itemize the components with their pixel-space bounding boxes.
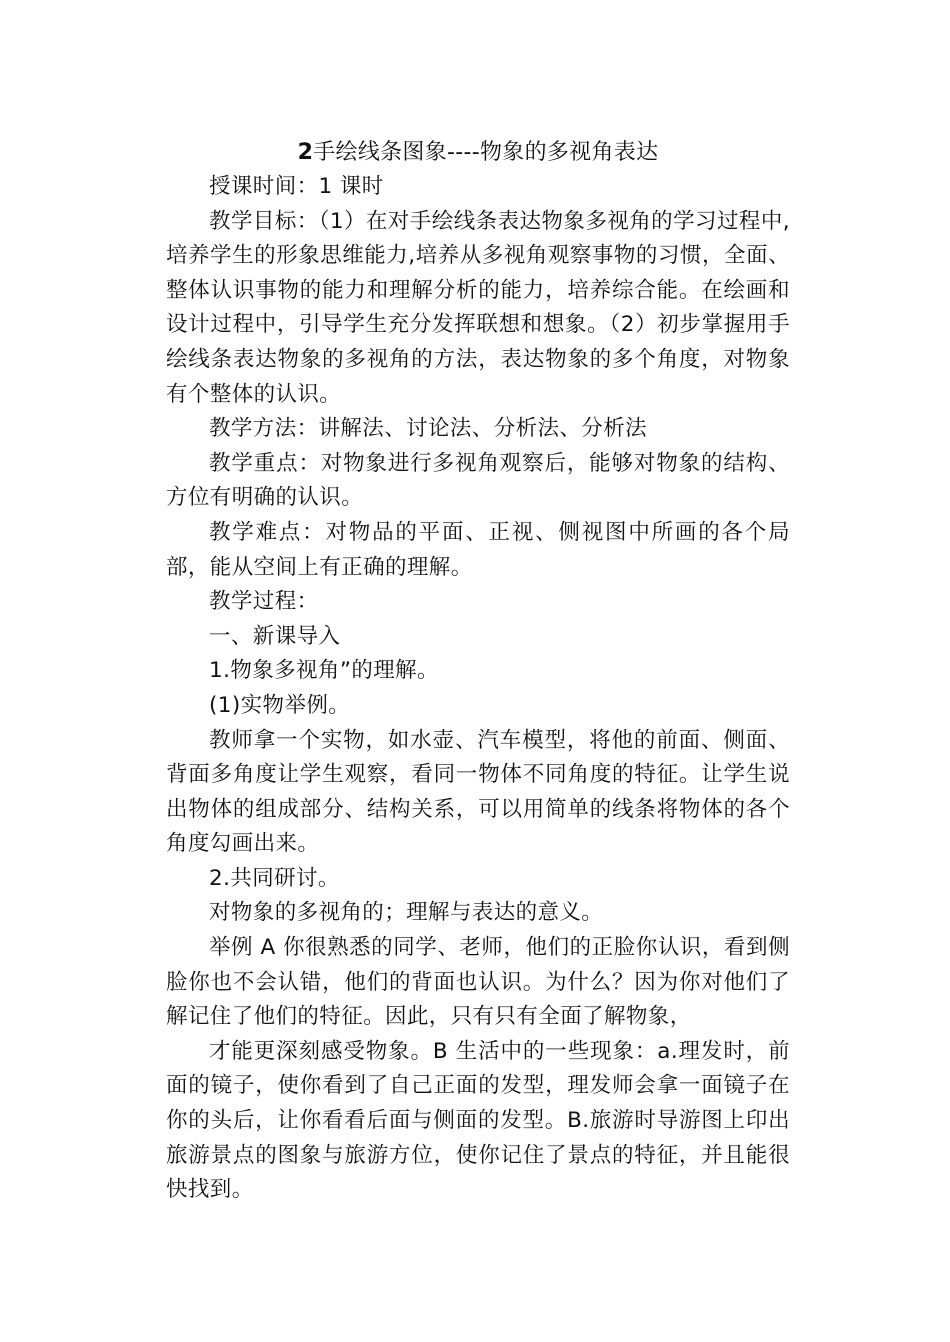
lesson-time: 授课时间：1 课时: [209, 174, 384, 199]
title-text: 手绘线条图象----物象的多视角表达: [313, 140, 659, 165]
teaching-objectives: 教学目标：（1）在对手绘线条表达物象多视角的学习过程中,培养学生的形象思维能力,培养从多视角观察事物的习惯，全面、整体认识事物的能力和理解分析的能力，培养综合能。在绘画和设计过程中，引导学生充分发挥联想和想象。（2）初步掌握用手绘线条表达物象的多视角的方法，表达物象的多个角度，对物象有个整体的认识。: [166, 208, 790, 407]
document-title: [166, 136, 790, 170]
teaching-process-heading: 教学过程：: [209, 589, 319, 615]
document-body: [166, 136, 790, 1208]
subheading-multiview: 1.物象多视角”的理解。: [209, 658, 439, 684]
teaching-methods: 教学方法：讲解法、讨论法、分析法、分析法: [209, 416, 648, 442]
section-heading-intro: 一、新课导入: [209, 623, 341, 649]
paragraph-teacher-demo: 教师拿一个实物，如水壶、汽车模型，将他的前面、侧面、背面多角度让学生观察，看同一物体不同角度的特征。让学生说出物体的组成部分、结构关系，可以用简单的线条将物体的各个角度勾画出来。: [166, 727, 790, 857]
teaching-key-points: 教学重点：对物象进行多视角观察后，能够对物象的结构、方位有明确的认识。: [166, 450, 790, 511]
paragraph-meaning: 对物象的多视角的；理解与表达的意义。: [209, 900, 604, 926]
paragraph-example-b: 才能更深刻感受物象。B 生活中的一些现象：a.理发时，前面的镜子，使你看到了自己正面的发型，理发师会拿一面镜子在你的头后，让你看看后面与侧面的发型。B.旅游时导游图上印出旅游景点的图象与旅游方位，使你记住了景点的特征，并且能很快找到。: [166, 1038, 790, 1203]
teaching-difficulties: 教学难点：对物品的平面、正视、侧视图中所画的各个局部，能从空间上有正确的理解。: [166, 519, 790, 580]
subheading-real-object: (1)实物举例。: [209, 692, 351, 718]
paragraph-example-a: 举例 A 你很熟悉的同学、老师，他们的正脸你认识，看到侧脸你也不会认错，他们的背面也认识。为什么？因为你对他们了解记住了他们的特征。因此，只有只有全面了解物象，: [166, 935, 790, 1030]
subheading-discussion: 2.共同研讨。: [209, 865, 340, 891]
title-number: 2: [297, 140, 314, 165]
